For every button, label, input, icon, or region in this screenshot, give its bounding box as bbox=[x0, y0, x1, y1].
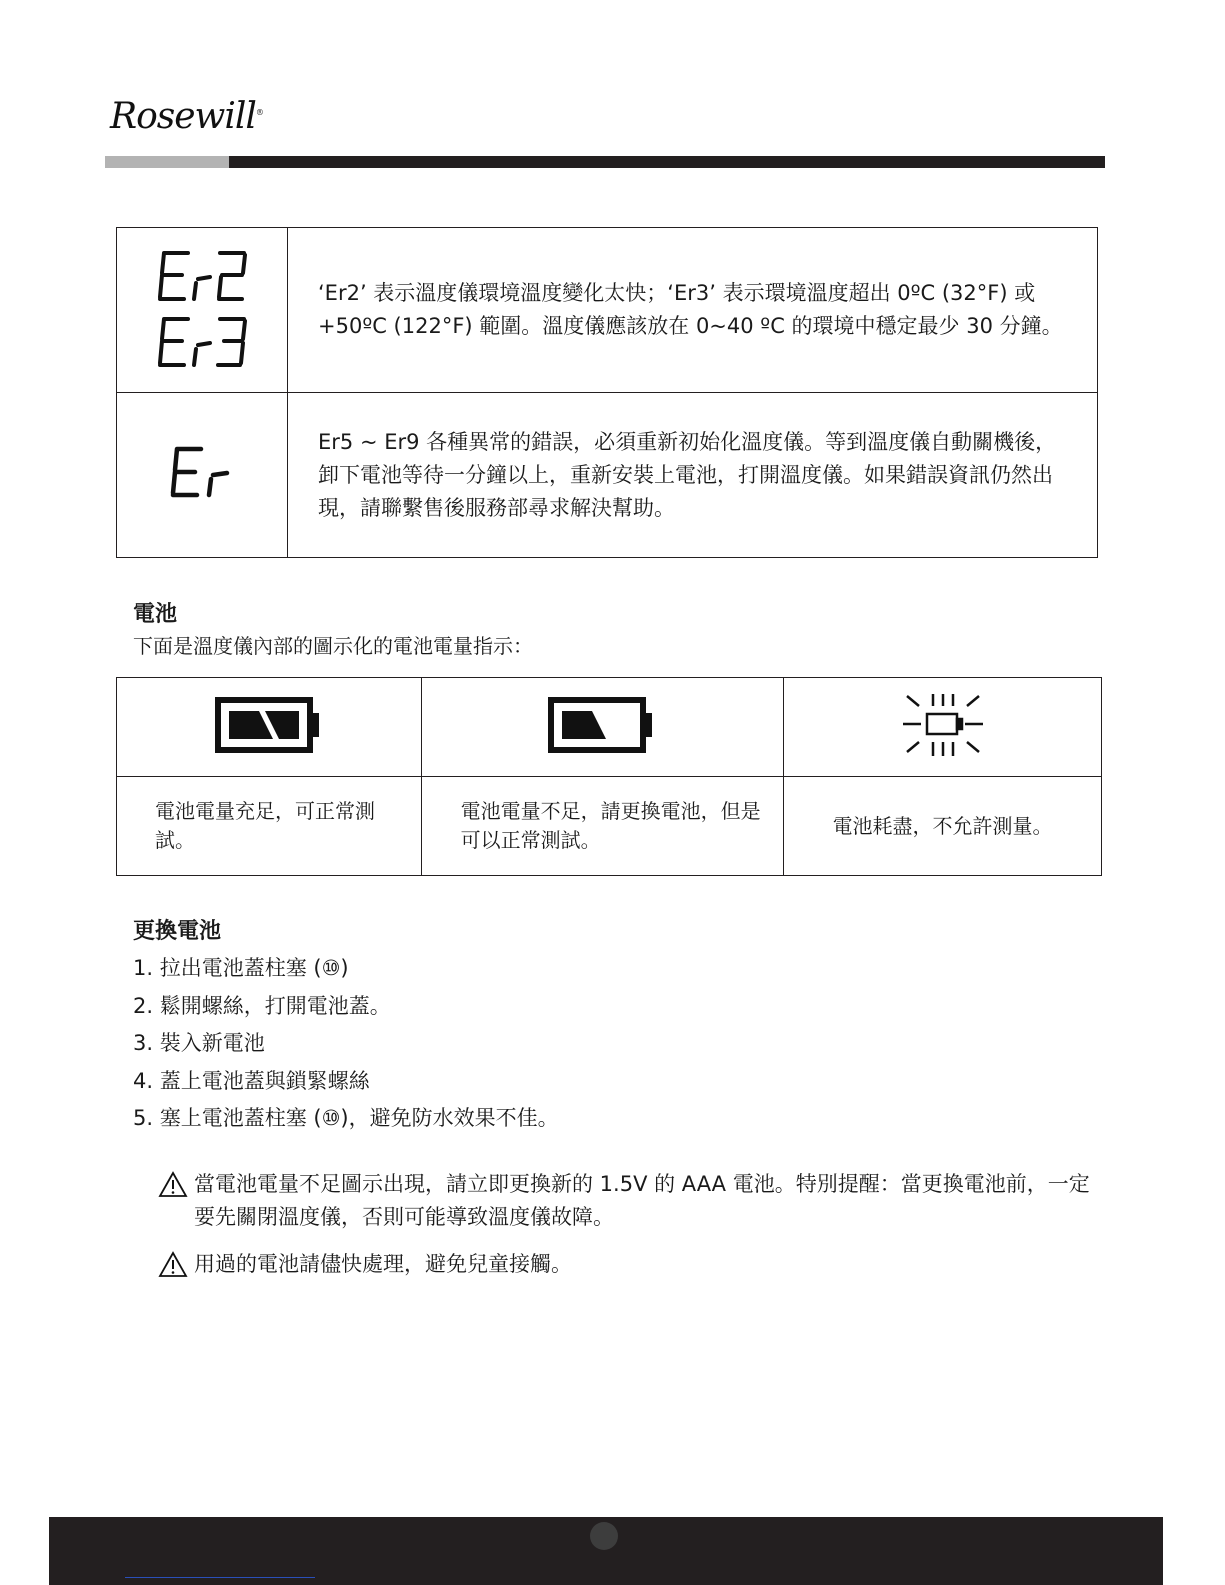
header-bar-accent bbox=[105, 156, 229, 168]
footer-link-line bbox=[125, 1577, 315, 1578]
battery-indicator-table bbox=[116, 677, 1102, 876]
page-number-dot bbox=[590, 1522, 618, 1550]
list-item: 4. 蓋上電池蓋與鎖緊螺絲 bbox=[133, 1068, 370, 1093]
list-item: 1. 拉出電池蓋柱塞 (⑩) bbox=[133, 956, 349, 980]
lcd-er-icon bbox=[167, 443, 237, 503]
warning-note bbox=[158, 1168, 1108, 1234]
battery-state-label: 電池電量不足，請更換電池，但是可以正常測試。 bbox=[460, 799, 761, 852]
error-code-cell bbox=[117, 228, 288, 393]
table-row bbox=[117, 777, 1102, 876]
table-row bbox=[117, 393, 1098, 558]
warning-text: 用過的電池請儘快處理，避免兒童接觸。 bbox=[194, 1252, 572, 1276]
battery-label-cell bbox=[117, 777, 422, 876]
table-row bbox=[117, 678, 1102, 777]
warning-triangle-icon bbox=[158, 1251, 188, 1278]
error-code-table bbox=[116, 227, 1098, 558]
battery-icon-cell bbox=[117, 678, 422, 777]
battery-icon-cell bbox=[784, 678, 1102, 777]
battery-state-label: 電池耗盡，不允許測量。 bbox=[832, 813, 1053, 838]
battery-label-cell bbox=[421, 777, 783, 876]
footer-bar bbox=[49, 1517, 1163, 1585]
list-item: 5. 塞上電池蓋柱塞 (⑩)，避免防水效果不佳。 bbox=[133, 1106, 559, 1130]
error-description: Er5 ~ Er9 各種異常的錯誤，必須重新初始化溫度儀。等到溫度儀自動關機後，卸下電池等待一分鐘以上，重新安裝上電池，打開溫度儀。如果錯誤資訊仍然出現，請聯繫售後服務部尋求解決幫助。 bbox=[288, 393, 1098, 558]
battery-low-icon bbox=[548, 697, 656, 753]
battery-state-label: 電池電量充足，可正常測試。 bbox=[155, 799, 375, 852]
battery-section-title: 電池 bbox=[133, 602, 178, 627]
error-code-cell bbox=[117, 393, 288, 558]
warning-triangle-icon bbox=[158, 1171, 188, 1198]
battery-full-icon bbox=[215, 697, 323, 753]
replace-steps-list bbox=[133, 950, 559, 1138]
brand-logo bbox=[110, 96, 263, 137]
logo-text: Rosewill bbox=[110, 96, 256, 137]
battery-empty-blinking-icon bbox=[893, 690, 993, 760]
table-row bbox=[117, 228, 1098, 393]
warning-text: 當電池電量不足圖示出現，請立即更換新的 1.5V 的 AAA 電池。特別提醒：當更換電池前，一定要先關閉溫度儀，否則可能導致溫度儀故障。 bbox=[194, 1172, 1090, 1229]
list-item: 3. 裝入新電池 bbox=[133, 1031, 265, 1055]
replace-section-title: 更換電池 bbox=[133, 919, 222, 944]
header-bar bbox=[229, 156, 1105, 168]
registered-mark: ® bbox=[255, 108, 263, 117]
battery-icon-cell bbox=[421, 678, 783, 777]
list-item: 2. 鬆開螺絲，打開電池蓋。 bbox=[133, 993, 391, 1018]
battery-label-cell bbox=[784, 777, 1102, 876]
battery-intro: 下面是溫度儀內部的圖示化的電池電量指示： bbox=[133, 634, 533, 658]
warning-note bbox=[158, 1248, 1108, 1281]
error-description: ‘Er2’ 表示溫度儀環境溫度變化太快；‘Er3’ 表示環境溫度超出 0ºC (32°F) 或 +50ºC (122°F) 範圍。溫度儀應該放在 0~40 ºC 的環境中穩定最少 30 分鐘。 bbox=[288, 228, 1098, 393]
lcd-er2-er3-icon bbox=[152, 243, 252, 373]
